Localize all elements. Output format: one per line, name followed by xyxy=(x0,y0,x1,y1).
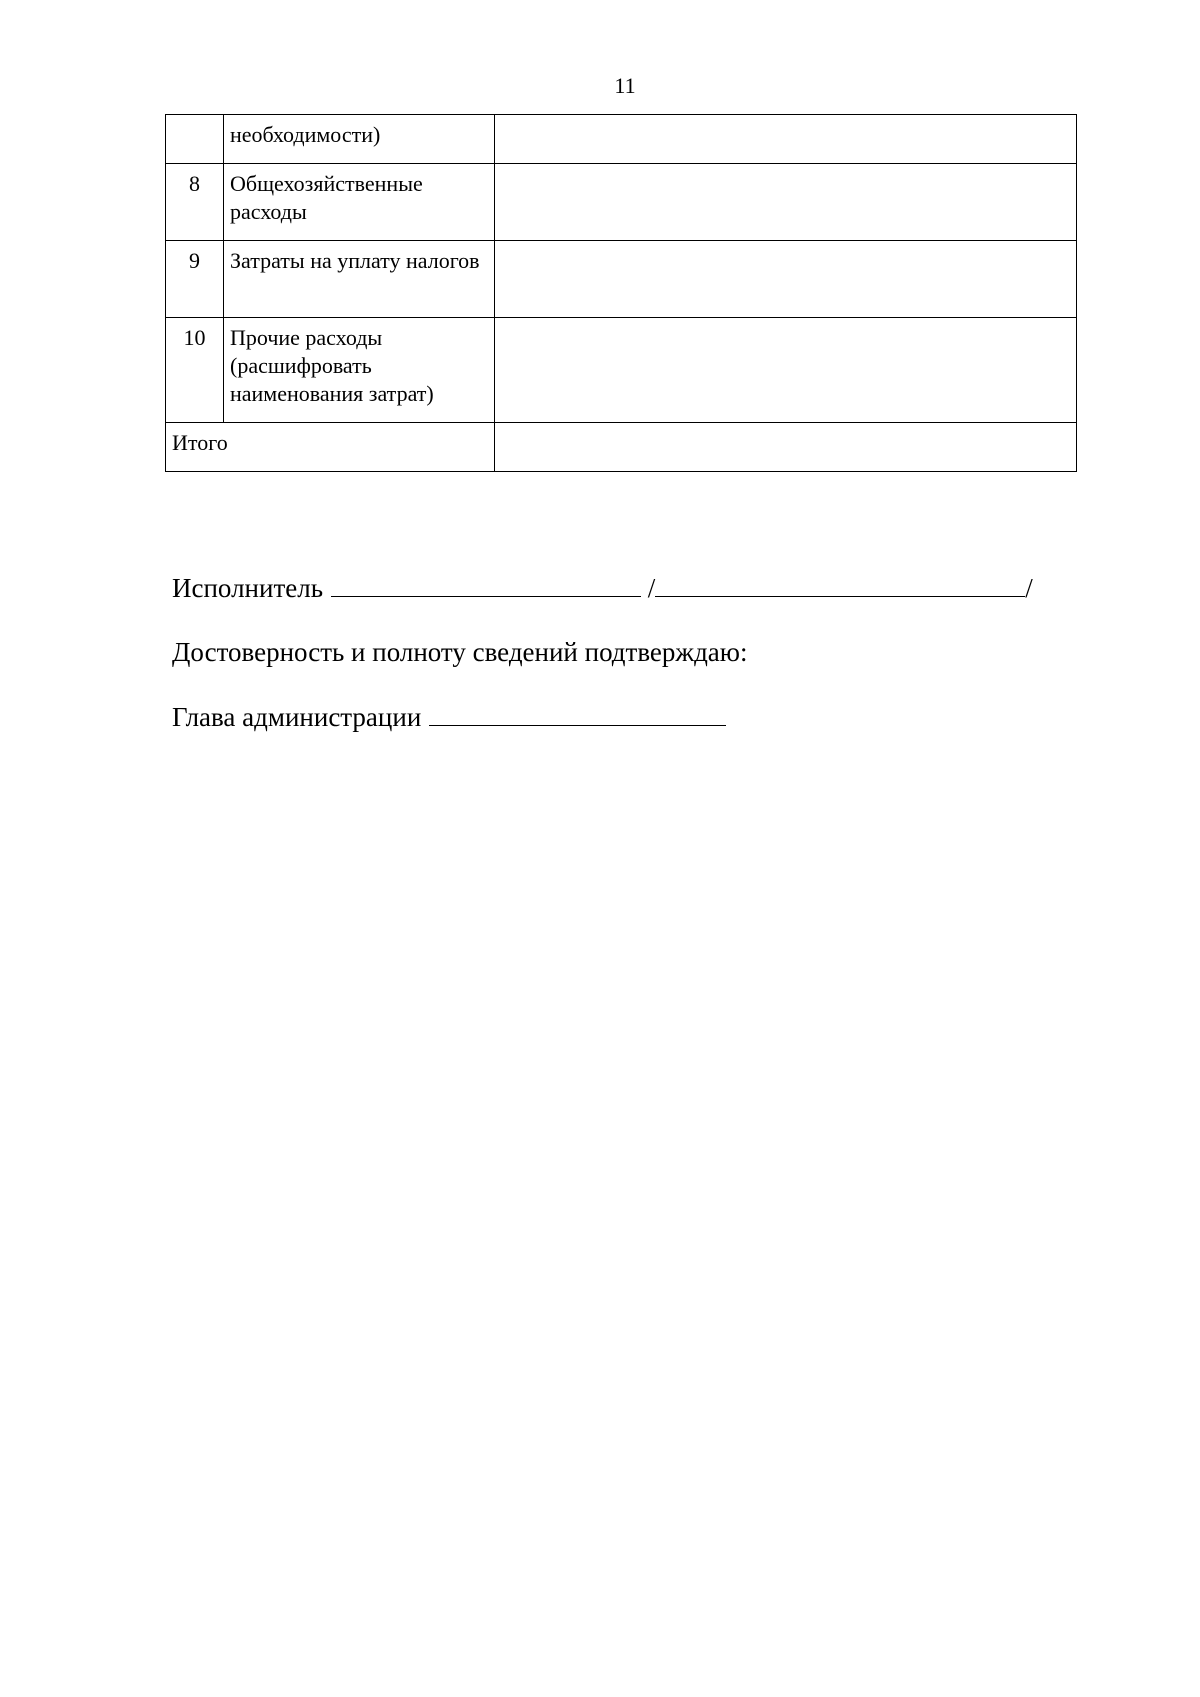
executor-signature-field[interactable] xyxy=(331,570,641,597)
row-name-cell: необходимости) xyxy=(224,115,495,164)
table-row xyxy=(166,164,1077,241)
row-number-cell xyxy=(166,115,224,164)
row-value-cell xyxy=(495,318,1077,423)
head-label: Глава администрации xyxy=(172,702,422,732)
row-name-cell: Прочие расходы (расшифровать наименования затрат) xyxy=(224,318,495,423)
row-number-cell: 8 xyxy=(166,164,224,241)
total-label-cell: Итого xyxy=(166,423,495,472)
signature-block xyxy=(172,570,1132,764)
executor-name-field[interactable] xyxy=(655,570,1025,597)
confirmation-line: Достоверность и полноту сведений подтверждаю: xyxy=(172,637,748,667)
row-name-cell: Затраты на уплату налогов xyxy=(224,241,495,318)
cost-table xyxy=(165,114,1077,472)
slash-close: / xyxy=(1025,573,1033,603)
row-name-cell: Общехозяйственные расходы xyxy=(224,164,495,241)
row-value-cell xyxy=(495,115,1077,164)
head-line xyxy=(172,699,1132,734)
total-value-cell xyxy=(495,423,1077,472)
head-signature-field[interactable] xyxy=(429,699,726,726)
table-row xyxy=(166,115,1077,164)
table-row xyxy=(166,241,1077,318)
slash-open: / xyxy=(647,573,656,603)
row-number-cell: 10 xyxy=(166,318,224,423)
row-number-cell: 9 xyxy=(166,241,224,318)
total-row xyxy=(166,423,1077,472)
table-row xyxy=(166,318,1077,423)
executor-line xyxy=(172,570,1132,605)
row-value-cell xyxy=(495,241,1077,318)
page-number: 11 xyxy=(614,73,636,98)
row-value-cell xyxy=(495,164,1077,241)
executor-label: Исполнитель xyxy=(172,573,324,603)
